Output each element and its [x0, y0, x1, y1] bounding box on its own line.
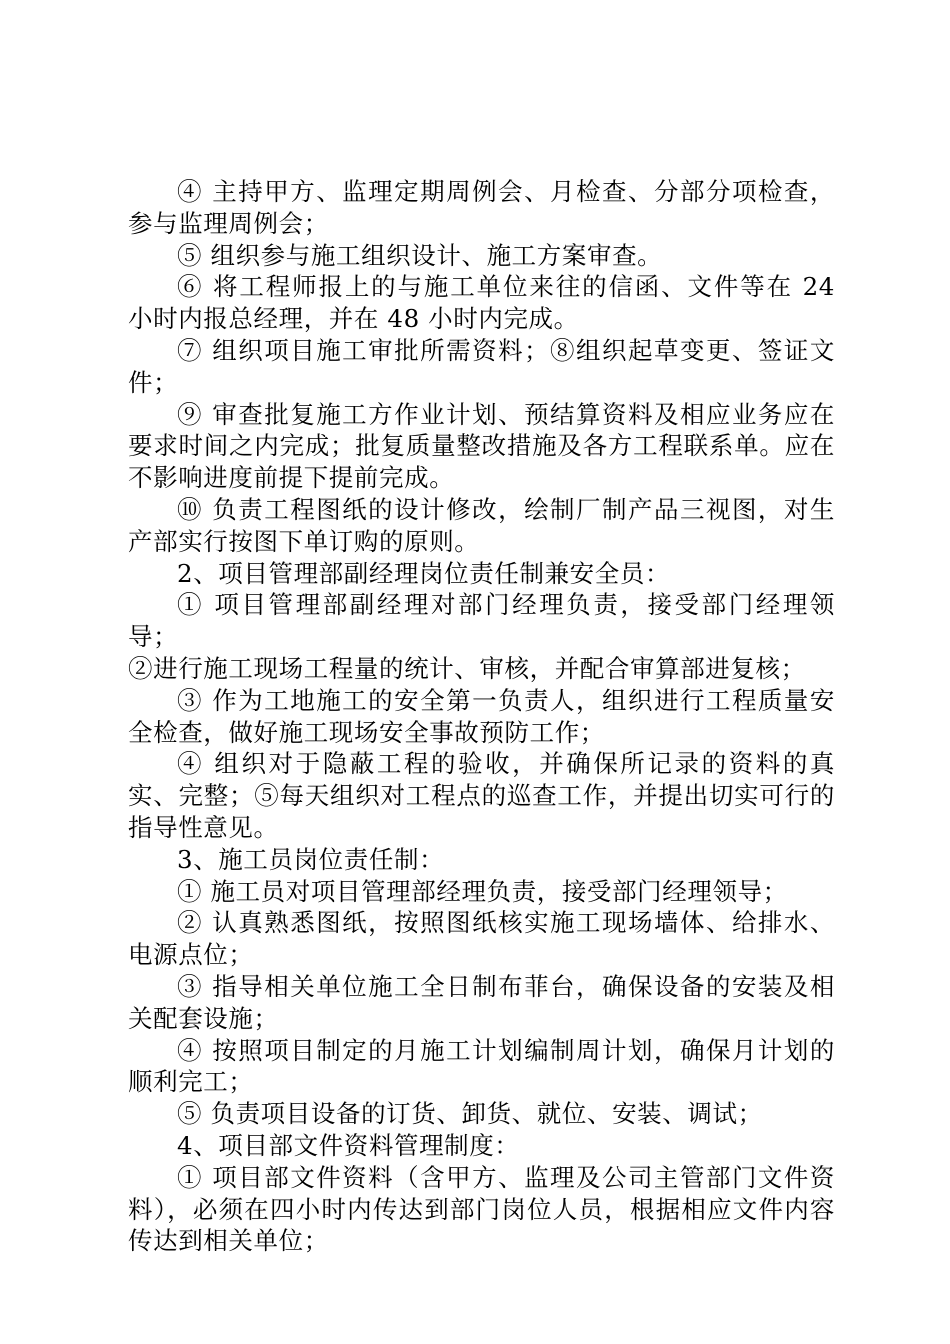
section-heading-deputy-manager: 2、项目管理部副经理岗位责任制兼安全员：: [177, 558, 671, 588]
paragraph-docs-item-1: ① 项目部文件资料（含甲方、监理及公司主管部门文件资料），必须在四小时内传达到部门岗位人员，根据相应文件内容传达到相关单位；: [128, 1162, 835, 1256]
paragraph-item-10-drawings: ⑩ 负责工程图纸的设计修改，绘制厂制产品三视图，对生产部实行按图下单订购的原则。: [128, 494, 835, 556]
paragraph-staff-item-4: ④ 按照项目制定的月施工计划编制周计划，确保月计划的顺利完工；: [128, 1035, 835, 1097]
paragraph-item-9-review-plans: ⑨ 审查批复施工方作业计划、预结算资料及相应业务应在要求时间之内完成；批复质量整改措施及各方工程联系单。应在不影响进度前提下提前完成。: [128, 399, 835, 493]
section-heading-document-management: 4、项目部文件资料管理制度：: [177, 1130, 520, 1160]
paragraph-item-5-design-review: ⑤ 组织参与施工组织设计、施工方案审查。: [177, 240, 663, 270]
document-body: [128, 176, 835, 1257]
paragraph-staff-item-2: ② 认真熟悉图纸，按照图纸核实施工现场墙体、给排水、电源点位；: [128, 908, 835, 970]
paragraph-deputy-item-4: ④ 组织对于隐蔽工程的验收，并确保所记录的资料的真实、完整；⑤每天组织对工程点的巡查工作，并提出切实可行的指导性意见。: [128, 749, 835, 842]
section-heading-construction-staff: 3、施工员岗位责任制：: [177, 844, 445, 874]
paragraph-item-4-host-meetings: ④ 主持甲方、监理定期周例会、月检查、分部分项检查，参与监理周例会；: [128, 177, 835, 238]
paragraph-deputy-item-3: ③ 作为工地施工的安全第一负责人，组织进行工程质量安全检查，做好施工现场安全事故预防工作；: [128, 685, 835, 747]
paragraph-staff-item-3: ③ 指导相关单位施工全日制布菲台，确保设备的安装及相关配套设施；: [128, 971, 835, 1033]
paragraph-deputy-item-2: ②进行施工现场工程量的统计、审核，并配合审算部进复核；: [128, 653, 806, 683]
paragraph-staff-item-1: ① 施工员对项目管理部经理负责，接受部门经理领导；: [177, 876, 788, 906]
paragraph-item-6-letters: ⑥ 将工程师报上的与施工单位来往的信函、文件等在 24 小时内报总经理，并在 48 小时内完成。: [128, 272, 835, 334]
paragraph-item-7-approval-materials: ⑦ 组织项目施工审批所需资料；⑧组织起草变更、签证文件；: [128, 335, 835, 397]
paragraph-deputy-item-1: ① 项目管理部副经理对部门经理负责，接受部门经理领导；: [128, 590, 835, 652]
paragraph-staff-item-5: ⑤ 负责项目设备的订货、卸货、就位、安装、调试；: [177, 1099, 763, 1129]
